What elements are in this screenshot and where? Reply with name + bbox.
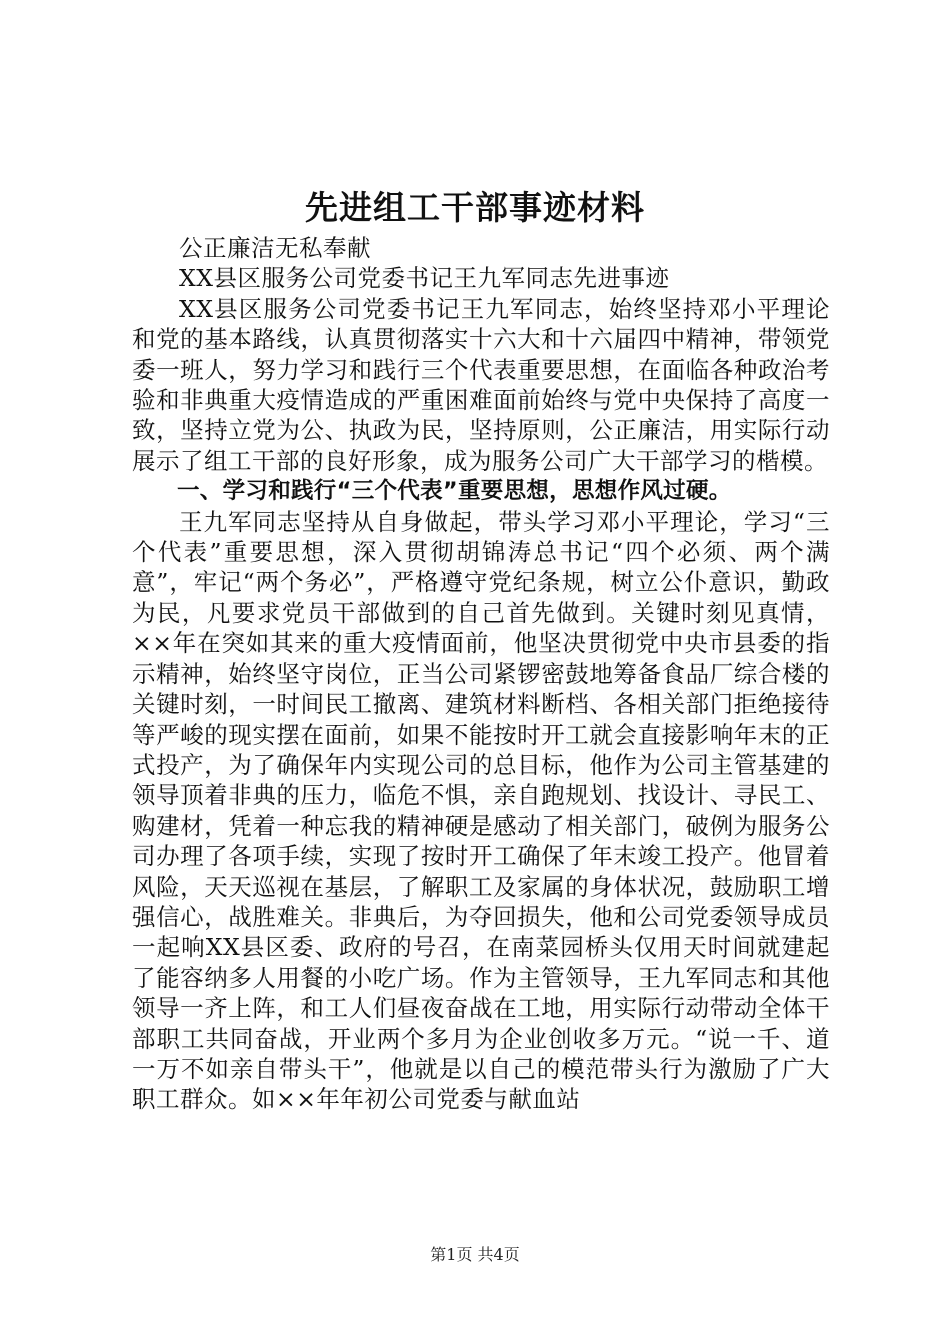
body-paragraph: 王九军同志坚持从自身做起，带头学习邓小平理论，学习“三个代表”重要思想，深入贯彻胡锦涛总书记“四个必须、两个满意”，牢记“两个务必”，严格遵守党纪条规，树立公仆意识，勤政为民，凡要求党员干部做到的自己首先做到。关键时刻见真情，××年在突如其来的重大疫情面前，他坚决贯彻党中央市县委的指示精神，始终坚守岗位，正当公司紧锣密鼓地筹备食品厂综合楼的关键时刻，一时间民工撤离、建筑材料断档、各相关部门拒绝接待等严峻的现实摆在面前，如果不能按时开工就会直接影响年末的正式投产，为了确保年内实现公司的总目标，他作为公司主管基建的领导顶着非典的压力，临危不惧，亲自跑规划、找设计、寻民工、购建材，凭着一种忘我的精神硬是感动了相关部门，破例为服务公司办理了各项手续，实现了按时开工确保了年末竣工投产。他冒着风险，天天巡视在基层，了解职工及家属的身体状况，鼓励职工增强信心，战胜难关。非典后，为夺回损失，他和公司党委领导成员一起响XX县区委、政府的号召，在南菜园桥头仅用天时间就建起了能容纳多人用餐的小吃广场。作为主管领导，王九军同志和其他领导一齐上阵，和工人们昼夜奋战在工地，用实际行动带动全体干部职工共同奋战，开业两个多月为企业创收多万元。“说一千、道一万不如亲自带头干”，他就是以自己的模范带头行为激励了广大职工群众。如××年年初公司党委与献血站 [132,507,830,1114]
subtitle-line: 公正廉洁无私奉献 [179,234,371,262]
section-heading: 一、学习和践行“三个代表”重要思想，思想作风过硬。 [177,478,732,505]
subtitle-line: XX县区服务公司党委书记王九军同志先进事迹 [179,264,670,293]
document-body [132,233,830,1115]
document-title: 先进组工干部事迹材料 [305,188,645,227]
page-number-footer: 第1页 共4页 [430,1245,520,1264]
body-paragraph: XX县区服务公司党委书记王九军同志，始终坚持邓小平理论和党的基本路线，认真贯彻落实十六大和十六届四中精神，带领党委一班人，努力学习和践行三个代表重要思想，在面临各种政治考验和非典重大疫情造成的严重困难面前始终与党中央保持了高度一致，坚持立党为公、执政为民，坚持原则，公正廉洁，用实际行动展示了组工干部的良好形象，成为服务公司广大干部学习的楷模。 [132,294,830,475]
